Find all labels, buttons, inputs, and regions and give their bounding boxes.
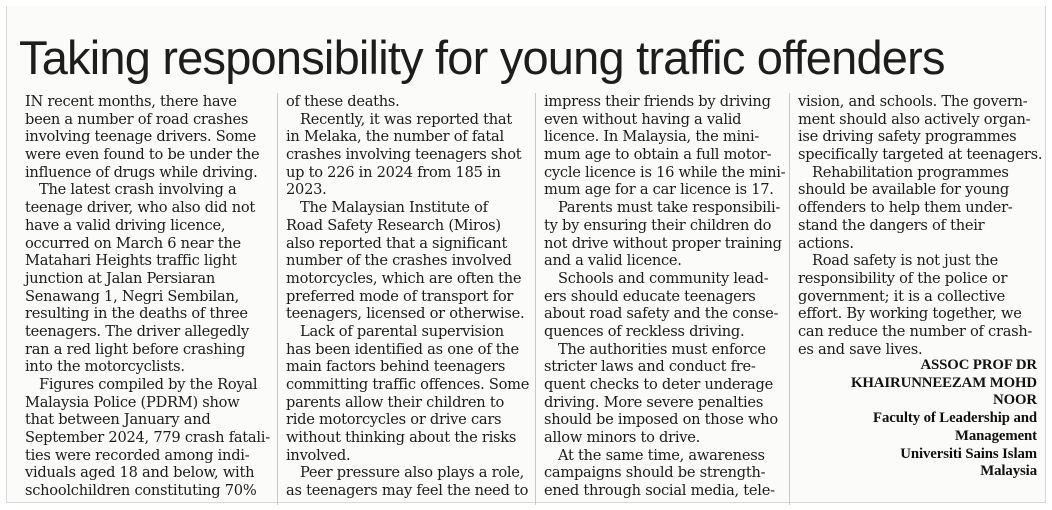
text-line: should be available for young bbox=[798, 181, 1010, 199]
text-line: Recently, it was reported that bbox=[300, 110, 512, 128]
text-line: ment should also actively organ- bbox=[798, 110, 1031, 128]
text-line: The latest crash involving a bbox=[39, 181, 237, 199]
text-line: Parents must take responsibili- bbox=[558, 199, 781, 217]
text-line: The Malaysian Institute of bbox=[300, 199, 488, 217]
text-line: September 2024, 779 crash fatali- bbox=[25, 429, 270, 447]
text-line: resulting in the deaths of three bbox=[25, 305, 248, 323]
author-name-line: NOOR bbox=[993, 392, 1037, 409]
text-line: as teenagers may feel the need to bbox=[286, 482, 529, 500]
text-line: not drive without proper training bbox=[544, 234, 782, 252]
text-line: ened through social media, tele- bbox=[544, 482, 775, 500]
article-body bbox=[19, 93, 1047, 505]
text-line: ties were recorded among indi- bbox=[25, 446, 250, 464]
text-line: influence of drugs while driving. bbox=[25, 163, 258, 181]
text-line: teenage driver, who also did not bbox=[25, 199, 256, 217]
newspaper-clipping bbox=[6, 6, 1046, 503]
author-name-line: ASSOC PROF DR bbox=[920, 357, 1037, 373]
text-line: in Melaka, the number of fatal bbox=[286, 128, 504, 146]
text-line: government; it is a collective bbox=[798, 287, 1006, 305]
column-2 bbox=[277, 93, 535, 505]
text-line: Senawang 1, Negri Sembilan, bbox=[25, 287, 240, 305]
text-line: even without having a valid bbox=[544, 110, 742, 128]
text-line: that between January and bbox=[25, 411, 211, 429]
text-line: Schools and community lead- bbox=[558, 269, 769, 287]
text-line: quent checks to deter underage bbox=[544, 376, 773, 393]
text-line: licence. In Malaysia, the mini- bbox=[544, 128, 760, 146]
text-line: has been identified as one of the bbox=[286, 340, 519, 358]
text-line: involved. bbox=[286, 446, 351, 464]
text-line: teenagers, licensed or otherwise. bbox=[286, 305, 525, 323]
author-byline bbox=[851, 357, 1037, 481]
text-line: actions. bbox=[798, 234, 854, 252]
text-line: without thinking about the risks bbox=[286, 429, 517, 447]
author-affiliation-line: Malaysia bbox=[980, 463, 1037, 480]
text-line: quences of reckless driving. bbox=[544, 322, 745, 340]
text-line: Road safety is not just the bbox=[812, 252, 998, 270]
text-line: stand the dangers of their bbox=[798, 216, 985, 234]
text-line: Peer pressure also plays a role, bbox=[300, 464, 525, 482]
text-line: up to 226 in 2024 from 185 in bbox=[286, 163, 501, 181]
text-line: were even found to be under the bbox=[25, 146, 260, 164]
text-line: junction at Jalan Persiaran bbox=[25, 269, 215, 287]
headline: Taking responsibility for young traffic offenders bbox=[19, 31, 945, 84]
text-line: preferred mode of transport for bbox=[286, 287, 514, 305]
text-line: 2023. bbox=[286, 181, 327, 199]
text-line: number of the crashes involved bbox=[286, 252, 512, 270]
text-line: vision, and schools. The govern- bbox=[798, 93, 1028, 110]
text-line: main factors behind teenagers bbox=[286, 358, 506, 376]
text-line: Matahari Heights traffic light bbox=[25, 252, 237, 270]
text-line: The authorities must enforce bbox=[558, 340, 766, 358]
text-line: motorcycles, which are often the bbox=[286, 269, 522, 287]
text-line: es and save lives. bbox=[798, 340, 923, 358]
author-affiliation-line: Management bbox=[954, 427, 1037, 444]
text-line: committing traffic offences. Some bbox=[286, 376, 530, 393]
text-line: Malaysia Police (PDRM) show bbox=[25, 393, 240, 411]
text-line: ise driving safety programmes bbox=[798, 128, 1017, 146]
text-line: mum age for a car licence is 17. bbox=[544, 181, 774, 199]
text-line: occurred on March 6 near the bbox=[25, 234, 241, 252]
author-name-line: KHAIRUNNEEZAM MOHD bbox=[850, 374, 1037, 391]
text-line: driving. More severe penalties bbox=[544, 393, 764, 411]
text-line: involving teenage drivers. Some bbox=[25, 128, 257, 146]
text-line: and a valid licence. bbox=[544, 252, 682, 270]
text-line: cycle licence is 16 while the mini- bbox=[544, 163, 786, 181]
text-line: mum age to obtain a full motor- bbox=[544, 146, 772, 164]
column-4 bbox=[789, 93, 1047, 505]
text-line: ty by ensuring their children do bbox=[544, 216, 772, 234]
text-line: effort. By working together, we bbox=[798, 305, 1022, 323]
text-line: also reported that a significant bbox=[286, 234, 508, 252]
text-line: ride motorcycles or drive cars bbox=[286, 411, 502, 429]
text-line: campaigns should be strength- bbox=[544, 464, 766, 482]
text-line: IN recent months, there have bbox=[25, 93, 237, 110]
column-1 bbox=[19, 93, 277, 505]
text-line: crashes involving teenagers shot bbox=[286, 146, 522, 164]
text-line: specifically targeted at teenagers. bbox=[798, 146, 1043, 164]
text-line: offenders to help them under- bbox=[798, 199, 1013, 217]
text-line: responsibility of the police or bbox=[798, 269, 1008, 287]
text-line: parents allow their children to bbox=[286, 393, 504, 411]
text-line: allow minors to drive. bbox=[544, 429, 701, 447]
text-line: impress their friends by driving bbox=[544, 93, 771, 110]
text-line: At the same time, awareness bbox=[558, 446, 765, 464]
text-line: been a number of road crashes bbox=[25, 110, 249, 128]
text-line: into the motorcyclists. bbox=[25, 358, 185, 376]
text-line: Road Safety Research (Miros) bbox=[286, 216, 501, 234]
text-line: can reduce the number of crash- bbox=[798, 322, 1033, 340]
text-line: schoolchildren constituting 70% bbox=[25, 482, 257, 500]
text-line: Lack of parental supervision bbox=[300, 322, 504, 340]
text-line: have a valid driving licence, bbox=[25, 216, 226, 234]
text-line: about road safety and the conse- bbox=[544, 305, 779, 323]
text-line: teenagers. The driver allegedly bbox=[25, 322, 250, 340]
text-line: Figures compiled by the Royal bbox=[39, 376, 258, 393]
text-line: Rehabilitation programmes bbox=[812, 163, 1009, 181]
text-line: ers should educate teenagers bbox=[544, 287, 756, 305]
text-line: ran a red light before crashing bbox=[25, 340, 246, 358]
text-line: viduals aged 18 and below, with bbox=[25, 464, 255, 482]
text-line: stricter laws and conduct fre- bbox=[544, 358, 756, 376]
author-affiliation-line: Universiti Sains Islam bbox=[900, 445, 1037, 462]
column-3 bbox=[535, 93, 789, 505]
author-affiliation-line: Faculty of Leadership and bbox=[873, 410, 1037, 427]
text-line: of these deaths. bbox=[286, 93, 400, 110]
text-line: should be imposed on those who bbox=[544, 411, 778, 429]
